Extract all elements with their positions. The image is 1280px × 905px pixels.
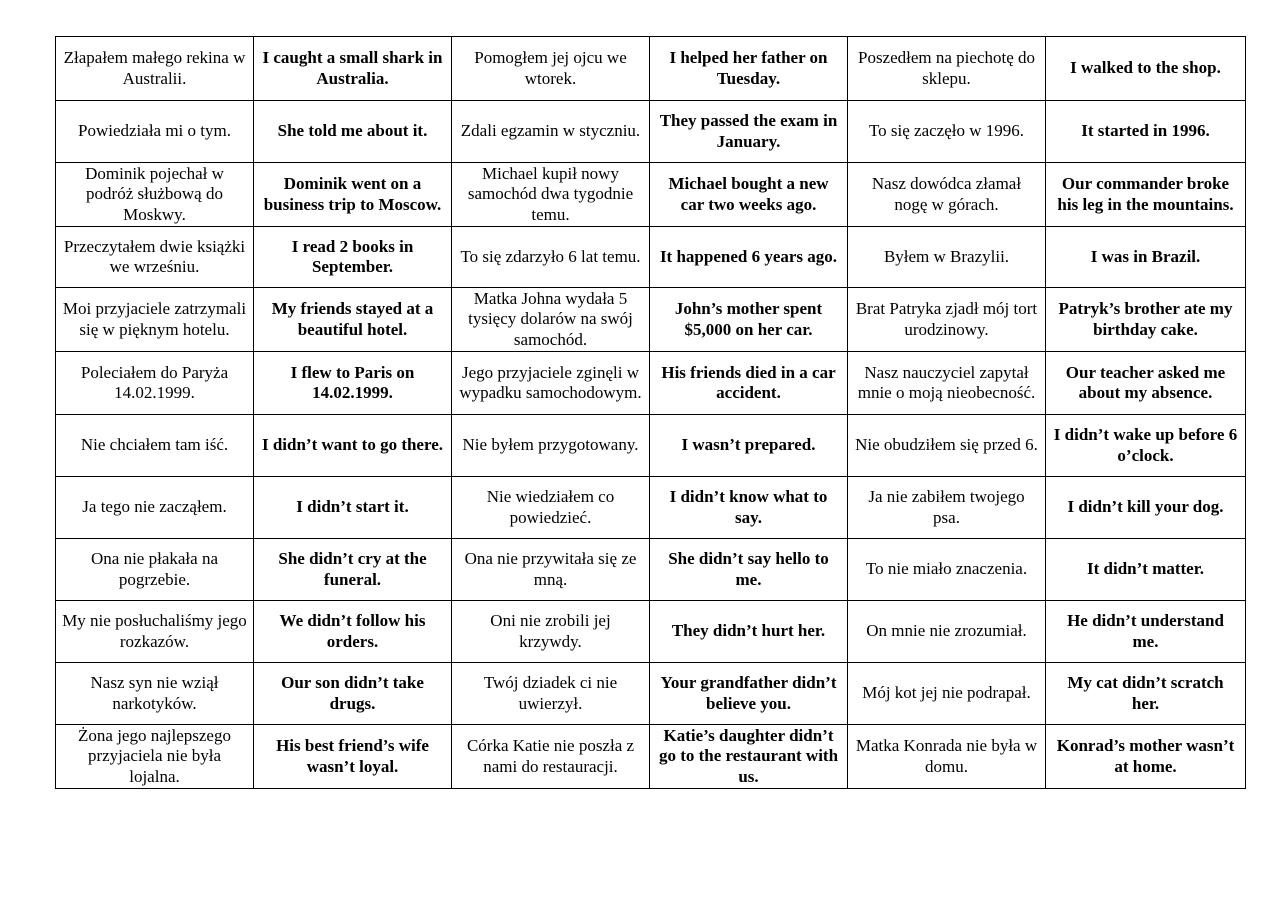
english-translation-cell: I wasn’t prepared. bbox=[650, 415, 848, 477]
table-row bbox=[56, 101, 1246, 163]
polish-sentence-cell: Żona jego najlepszego przyjaciela nie była lojalna. bbox=[56, 725, 254, 789]
polish-sentence-cell: Oni nie zrobili jej krzywdy. bbox=[452, 601, 650, 663]
table-row bbox=[56, 288, 1246, 352]
polish-sentence-cell: Moi przyjaciele zatrzymali się w pięknym hotelu. bbox=[56, 288, 254, 352]
table-row bbox=[56, 539, 1246, 601]
polish-sentence-cell: Poszedłem na piechotę do sklepu. bbox=[848, 37, 1046, 101]
table-row bbox=[56, 477, 1246, 539]
polish-sentence-cell: Nasz nauczyciel zapytał mnie o moją nieobecność. bbox=[848, 352, 1046, 415]
english-translation-cell: He didn’t understand me. bbox=[1046, 601, 1246, 663]
english-translation-cell: John’s mother spent $5,000 on her car. bbox=[650, 288, 848, 352]
table-row bbox=[56, 227, 1246, 288]
english-translation-cell: I caught a small shark in Australia. bbox=[254, 37, 452, 101]
english-translation-cell: It started in 1996. bbox=[1046, 101, 1246, 163]
polish-sentence-cell: To się zdarzyło 6 lat temu. bbox=[452, 227, 650, 288]
english-translation-cell: I read 2 books in September. bbox=[254, 227, 452, 288]
polish-sentence-cell: Córka Katie nie poszła z nami do restauracji. bbox=[452, 725, 650, 789]
polish-sentence-cell: Ja tego nie zacząłem. bbox=[56, 477, 254, 539]
english-translation-cell: Our son didn’t take drugs. bbox=[254, 663, 452, 725]
english-translation-cell: I was in Brazil. bbox=[1046, 227, 1246, 288]
table-row bbox=[56, 725, 1246, 789]
table-row bbox=[56, 352, 1246, 415]
polish-sentence-cell: To nie miało znaczenia. bbox=[848, 539, 1046, 601]
english-translation-cell: I didn’t kill your dog. bbox=[1046, 477, 1246, 539]
english-translation-cell: Patryk’s brother ate my birthday cake. bbox=[1046, 288, 1246, 352]
polish-sentence-cell: Brat Patryka zjadł mój tort urodzinowy. bbox=[848, 288, 1046, 352]
polish-sentence-cell: Ona nie przywitała się ze mną. bbox=[452, 539, 650, 601]
polish-sentence-cell: Dominik pojechał w podróż służbową do Moskwy. bbox=[56, 163, 254, 227]
english-translation-cell: They passed the exam in January. bbox=[650, 101, 848, 163]
polish-sentence-cell: Ona nie płakała na pogrzebie. bbox=[56, 539, 254, 601]
table-row bbox=[56, 37, 1246, 101]
english-translation-cell: Our commander broke his leg in the mountains. bbox=[1046, 163, 1246, 227]
polish-sentence-cell: Mój kot jej nie podrapał. bbox=[848, 663, 1046, 725]
english-translation-cell: Konrad’s mother wasn’t at home. bbox=[1046, 725, 1246, 789]
polish-sentence-cell: Nie obudziłem się przed 6. bbox=[848, 415, 1046, 477]
english-translation-cell: They didn’t hurt her. bbox=[650, 601, 848, 663]
table-row bbox=[56, 163, 1246, 227]
english-translation-cell: I walked to the shop. bbox=[1046, 37, 1246, 101]
english-translation-cell: I flew to Paris on 14.02.1999. bbox=[254, 352, 452, 415]
english-translation-cell: My friends stayed at a beautiful hotel. bbox=[254, 288, 452, 352]
polish-sentence-cell: Nasz syn nie wziął narkotyków. bbox=[56, 663, 254, 725]
english-translation-cell: Michael bought a new car two weeks ago. bbox=[650, 163, 848, 227]
english-translation-cell: His friends died in a car accident. bbox=[650, 352, 848, 415]
polish-sentence-cell: On mnie nie zrozumiał. bbox=[848, 601, 1046, 663]
polish-sentence-cell: Ja nie zabiłem twojego psa. bbox=[848, 477, 1046, 539]
translation-table-body bbox=[56, 37, 1246, 789]
polish-sentence-cell: Przeczytałem dwie książki we wrześniu. bbox=[56, 227, 254, 288]
polish-sentence-cell: Złapałem małego rekina w Australii. bbox=[56, 37, 254, 101]
polish-sentence-cell: Zdali egzamin w styczniu. bbox=[452, 101, 650, 163]
english-translation-cell: It happened 6 years ago. bbox=[650, 227, 848, 288]
english-translation-cell: We didn’t follow his orders. bbox=[254, 601, 452, 663]
polish-sentence-cell: Nie wiedziałem co powiedzieć. bbox=[452, 477, 650, 539]
polish-sentence-cell: Powiedziała mi o tym. bbox=[56, 101, 254, 163]
polish-sentence-cell: Poleciałem do Paryża 14.02.1999. bbox=[56, 352, 254, 415]
polish-sentence-cell: Matka Konrada nie była w domu. bbox=[848, 725, 1046, 789]
english-translation-cell: It didn’t matter. bbox=[1046, 539, 1246, 601]
polish-sentence-cell: Matka Johna wydała 5 tysięcy dolarów na swój samochód. bbox=[452, 288, 650, 352]
polish-sentence-cell: Michael kupił nowy samochód dwa tygodnie temu. bbox=[452, 163, 650, 227]
polish-sentence-cell: Nie chciałem tam iść. bbox=[56, 415, 254, 477]
english-translation-cell: She didn’t cry at the funeral. bbox=[254, 539, 452, 601]
table-row bbox=[56, 601, 1246, 663]
polish-sentence-cell: My nie posłuchaliśmy jego rozkazów. bbox=[56, 601, 254, 663]
english-translation-cell: She didn’t say hello to me. bbox=[650, 539, 848, 601]
english-translation-cell: Dominik went on a business trip to Moscow. bbox=[254, 163, 452, 227]
polish-sentence-cell: Byłem w Brazylii. bbox=[848, 227, 1046, 288]
polish-sentence-cell: Pomogłem jej ojcu we wtorek. bbox=[452, 37, 650, 101]
polish-sentence-cell: Jego przyjaciele zginęli w wypadku samochodowym. bbox=[452, 352, 650, 415]
polish-sentence-cell: Nasz dowódca złamał nogę w górach. bbox=[848, 163, 1046, 227]
english-translation-cell: Our teacher asked me about my absence. bbox=[1046, 352, 1246, 415]
english-translation-cell: Katie’s daughter didn’t go to the restaurant with us. bbox=[650, 725, 848, 789]
english-translation-cell: I didn’t wake up before 6 o’clock. bbox=[1046, 415, 1246, 477]
english-translation-cell: I helped her father on Tuesday. bbox=[650, 37, 848, 101]
polish-sentence-cell: Twój dziadek ci nie uwierzył. bbox=[452, 663, 650, 725]
english-translation-cell: My cat didn’t scratch her. bbox=[1046, 663, 1246, 725]
polish-sentence-cell: To się zaczęło w 1996. bbox=[848, 101, 1046, 163]
translation-table bbox=[55, 36, 1246, 789]
english-translation-cell: I didn’t start it. bbox=[254, 477, 452, 539]
english-translation-cell: She told me about it. bbox=[254, 101, 452, 163]
polish-sentence-cell: Nie byłem przygotowany. bbox=[452, 415, 650, 477]
english-translation-cell: His best friend’s wife wasn’t loyal. bbox=[254, 725, 452, 789]
english-translation-cell: Your grandfather didn’t believe you. bbox=[650, 663, 848, 725]
table-row bbox=[56, 663, 1246, 725]
english-translation-cell: I didn’t want to go there. bbox=[254, 415, 452, 477]
english-translation-cell: I didn’t know what to say. bbox=[650, 477, 848, 539]
table-row bbox=[56, 415, 1246, 477]
